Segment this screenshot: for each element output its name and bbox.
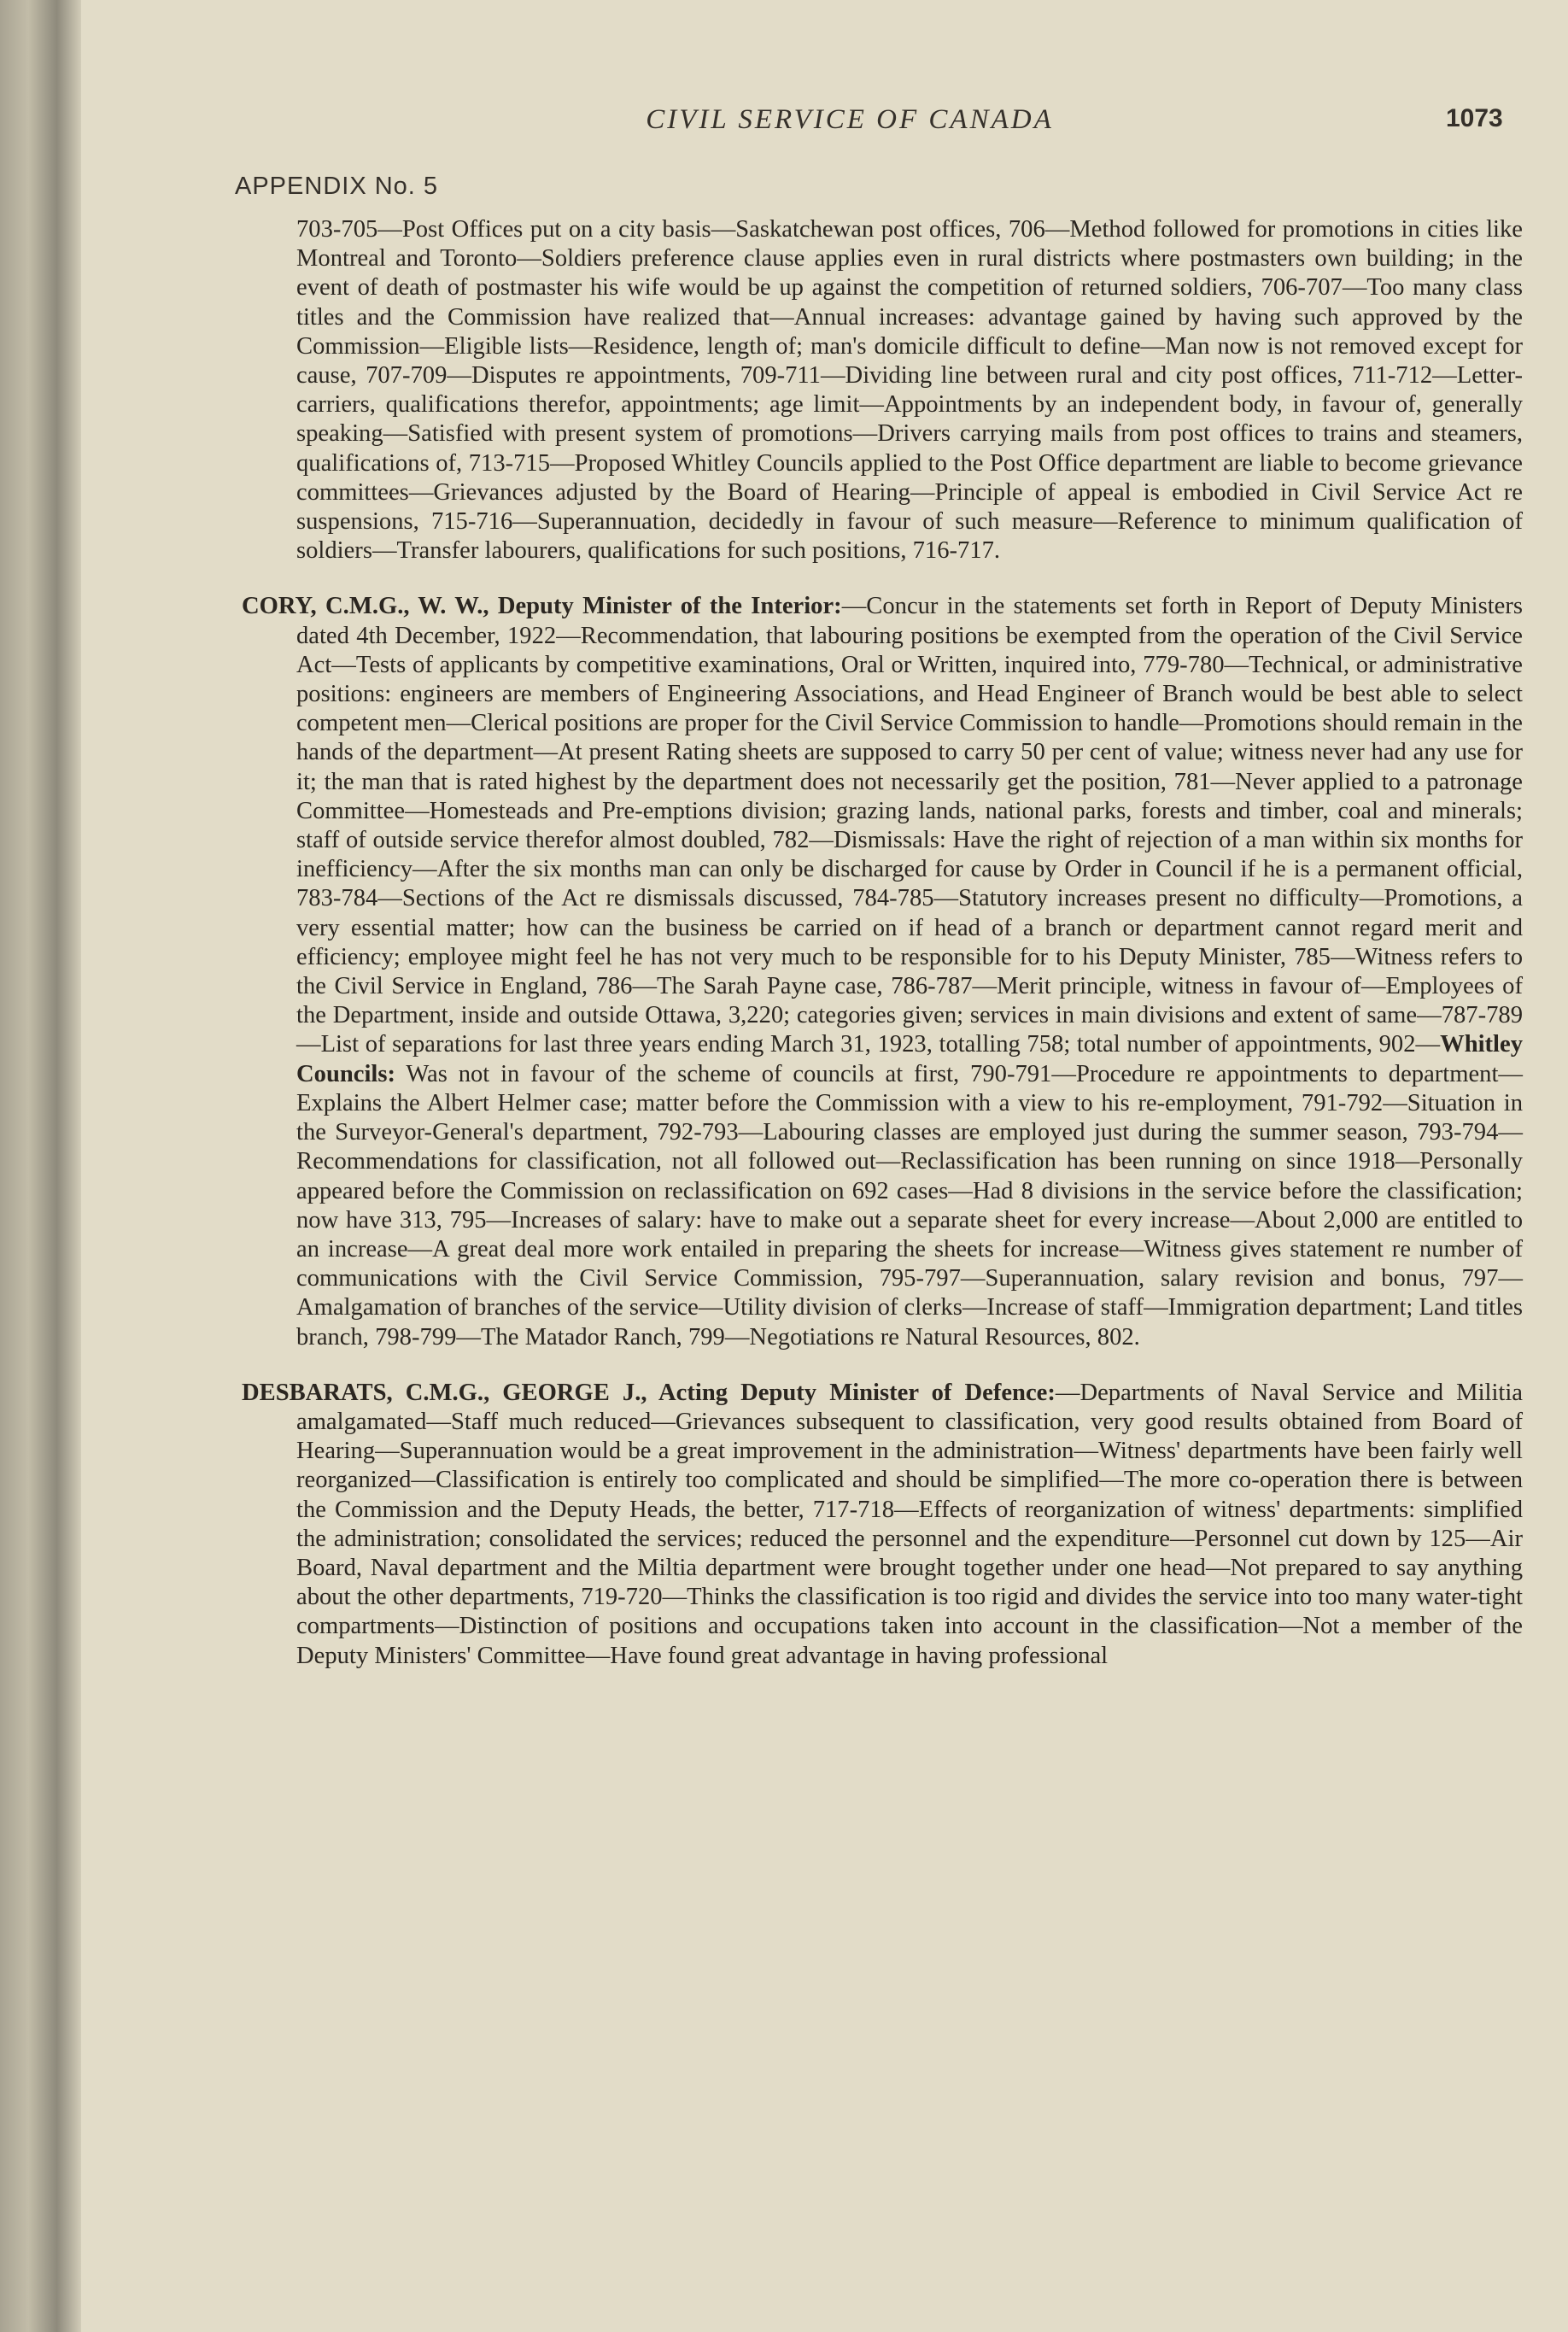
document-page xyxy=(81,0,1568,2332)
entry-text-continued: Was not in favour of the scheme of councils at first, 790-791—Procedure re appointments to department—Explains the Albert Helmer case; matter before the Commission with a view to his re-employment, 791-792—Situation in the Surveyor-General's department, 792-793—Labouring classes are employed just during the summer season, 793-794—Recommendations for classification, not all followed out—Reclassification has been running on since 1918—Personally appeared before the Commission on reclassification on 692 cases—Had 8 divisions in the service before the classification; now have 313, 795—Increases of salary: have to make out a separate sheet for every increase—About 2,000 are entitled to an increase—A great deal more work entailed in preparing the sheets for increase—Witness gives statement re number of communications with the Civil Service Commission, 795-797—Superannuation, salary revision and bonus, 797—Amalgamation of branches of the service—Utility division of clerks—Increase of staff—Immigration department; Land titles branch, 798-799—The Matador Ranch, 799—Negotiations re Natural Resources, 802. xyxy=(296,1060,1523,1351)
entry-text: —Departments of Naval Service and Militia amalgamated—Staff much reduced—Grievances subsequent to classification, very good results obtained from Board of Hearing—Superannuation would be a great improvement in the administration—Witness' departments have been fairly well reorganized—Classification is entirely too complicated and should be simplified—The more co-operation there is between the Commission and the Deputy Heads, the better, 717-718—Effects of reorganization of witness' departments: simplified the administration; consolidated the services; reduced the personnel and the expenditure—Personnel cut down by 125—Air Board, Naval department and the Miltia department were brought together under one head—Not prepared to say anything about the other departments, 719-720—Thinks the classification is too rigid and divides the service into too many water-tight compartments—Distinction of positions and occupations taken into account in the classification—Not a member of the Deputy Ministers' Committee—Have found great advantage in having professional xyxy=(296,1379,1523,1669)
appendix-label: APPENDIX No. 5 xyxy=(235,173,439,200)
entry-name: CORY, C.M.G., W. W., Deputy Minister of the Interior: xyxy=(242,593,842,620)
index-entry-cory xyxy=(242,592,1523,1351)
entry-name: DESBARATS, C.M.G., GEORGE J., Acting Deputy Minister of Defence: xyxy=(242,1379,1056,1406)
page-number: 1073 xyxy=(1446,104,1503,132)
index-entries xyxy=(242,215,1523,1697)
book-binding-edge xyxy=(0,0,81,2332)
index-entry-desbarats xyxy=(242,1379,1523,1671)
running-title: CIVIL SERVICE OF CANADA xyxy=(646,104,1054,135)
entry-text: —Concur in the statements set forth in Report of Deputy Ministers dated 4th December, 1922—Recommendation, that labouring positions be exempted from the operation of the Civil Service Act—Tests of applicants by competitive examinations, Oral or Written, inquired into, 779-780—Technical, or administrative positions: engineers are members of Engineering Associations, and Head Engineer of Branch would be best able to select competent men—Clerical positions are proper for the Civil Service Commission to handle—Promotions should remain in the hands of the department—At present Rating sheets are supposed to carry 50 per cent of value; witness never had any use for it; the man that is rated highest by the department does not necessarily get the position, 781—Never applied to a patronage Committee—Homesteads and Pre-emptions division; grazing lands, national parks, forests and timber, coal and minerals; staff of outside service therefor almost doubled, 782—Dismissals: Have the right of rejection of a man within six months for inefficiency—After the six months man can only be discharged for cause by Order in Council if he is a permanent official, 783-784—Sections of the Act re dismissals discussed, 784-785—Statutory increases present no difficulty—Promotions, a very essential matter; how can the business be carried on if head of a branch or department cannot regard merit and efficiency; employee might feel he has not very much to be responsible for to his Deputy Minister, 785—Witness refers to the Civil Service in England, 786—The Sarah Payne case, 786-787—Merit principle, witness in favour of—Employees of the Department, inside and outside Ottawa, 3,220; categories given; services in main divisions and extent of same—787-789—List of separations for last three years ending March 31, 1923, totalling 758; total number of appointments, 902— xyxy=(296,593,1523,1058)
index-entry-continuation xyxy=(242,215,1523,565)
entry-text: 703-705—Post Offices put on a city basis—Saskatchewan post offices, 706—Method followed for promotions in cities like Montreal and Toronto—Soldiers preference clause applies even in rural districts where postmasters own building; in the event of death of postmaster his wife would be up against the competition of returned soldiers, 706-707—Too many class titles and the Commission have realized that—Annual increases: advantage gained by having such approved by the Commission—Eligible lists—Residence, length of; man's domicile difficult to define—Man now is not removed except for cause, 707-709—Disputes re appointments, 709-711—Dividing line between rural and city post offices, 711-712—Letter-carriers, qualifications therefor, appointments; age limit—Appointments by an independent body, in favour of, generally speaking—Satisfied with present system of promotions—Drivers carrying mails from post offices to trains and steamers, qualifications of, 713-715—Proposed Whitley Councils applied to the Post Office department are liable to become grievance committees—Grievances adjusted by the Board of Hearing—Principle of appeal is embodied in Civil Service Act re suspensions, 715-716—Superannuation, decidedly in favour of such measure—Reference to minimum qualification of soldiers—Transfer labourers, qualifications for such positions, 716-717. xyxy=(296,216,1523,565)
entry-subheading: Whitley Councils: xyxy=(296,1031,1523,1087)
